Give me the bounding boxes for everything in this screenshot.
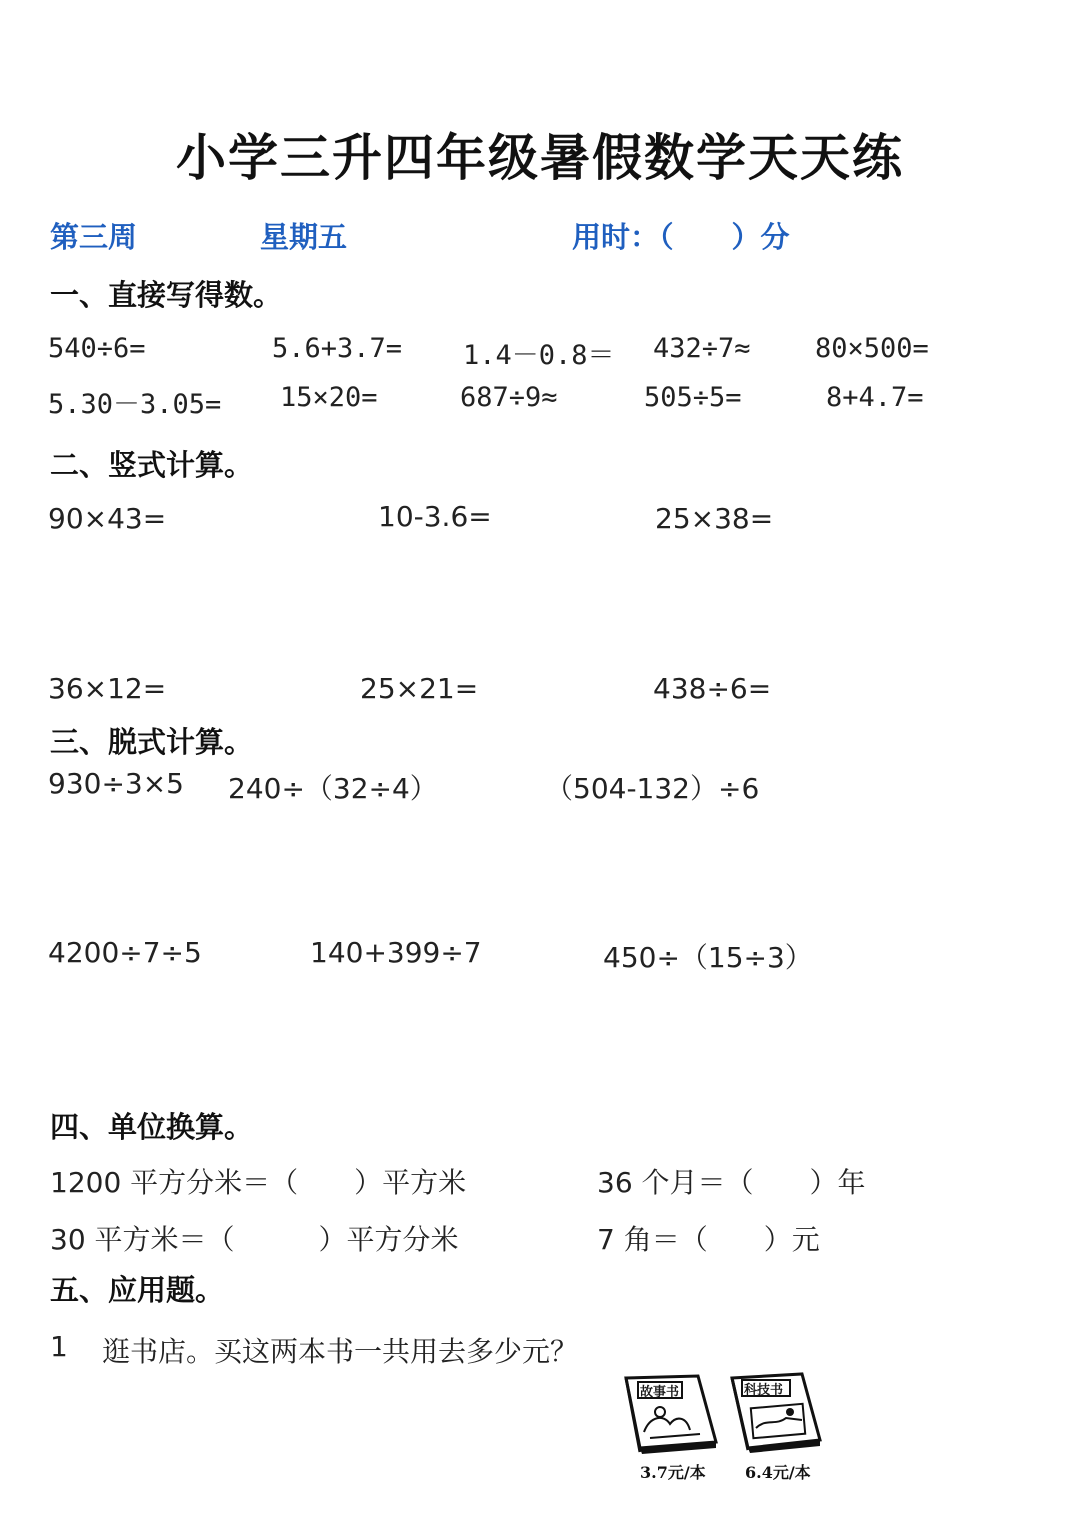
mental-problem: 8+4.7= <box>826 382 924 413</box>
section-heading-1: 一、直接写得数。 <box>50 278 283 312</box>
question-text: 逛书店。买这两本书一共用去多少元？ <box>102 1335 579 1368</box>
step-problem: 140+399÷7 <box>310 936 482 969</box>
mental-problem: 1.4－0.8＝ <box>463 340 615 371</box>
step-problem: 450÷（15÷3） <box>603 941 813 974</box>
mental-problem: 15×20= <box>280 382 378 413</box>
section-heading-3: 三、脱式计算。 <box>50 725 254 759</box>
section-heading-2: 二、竖式计算。 <box>50 448 254 482</box>
mental-problem: 505÷5= <box>644 382 742 413</box>
mental-problem: 80×500= <box>815 333 929 364</box>
conversion-problem: 30 平方米＝（ ）平方分米 <box>50 1223 459 1256</box>
vertical-problem: 36×12= <box>48 672 167 705</box>
mental-problem: 432÷7≈ <box>653 333 751 364</box>
conversion-problem: 7 角＝（ ）元 <box>597 1223 820 1256</box>
vertical-problem: 10-3.6= <box>378 500 492 533</box>
vertical-problem: 438÷6= <box>653 672 772 705</box>
book-label: 故事书 <box>640 1385 680 1400</box>
section-heading-5: 五、应用题。 <box>50 1273 225 1307</box>
step-problem: 930÷3×5 <box>48 767 184 800</box>
mental-problem: 5.6+3.7= <box>272 333 403 364</box>
science-book-illustration <box>728 1370 828 1454</box>
vertical-problem: 25×21= <box>360 672 479 705</box>
conversion-problem: 36 个月＝（ ）年 <box>597 1166 866 1199</box>
mental-problem: 687÷9≈ <box>460 382 558 413</box>
week-label: 第三周 <box>50 220 138 254</box>
question-number: 1 <box>50 1330 68 1363</box>
book-price: 3.7元/本 <box>640 1463 706 1482</box>
step-problem: 240÷（32÷4） <box>228 772 438 805</box>
mental-problem: 5.30－3.05= <box>48 389 222 420</box>
time-label: 用时：（ ）分 <box>572 220 790 254</box>
step-problem: 4200÷7÷5 <box>48 936 202 969</box>
book-price: 6.4元/本 <box>745 1463 811 1482</box>
day-label: 星期五 <box>260 220 348 254</box>
book-label: 科技书 <box>744 1383 784 1398</box>
step-problem: （504-132）÷6 <box>545 772 760 805</box>
story-book-illustration <box>620 1372 720 1456</box>
vertical-problem: 90×43= <box>48 502 167 535</box>
vertical-problem: 25×38= <box>655 502 774 535</box>
conversion-problem: 1200 平方分米＝（ ）平方米 <box>50 1166 467 1199</box>
section-heading-4: 四、单位换算。 <box>50 1110 254 1144</box>
page-title: 小学三升四年级暑假数学天天练 <box>176 129 904 187</box>
mental-problem: 540÷6= <box>48 333 146 364</box>
